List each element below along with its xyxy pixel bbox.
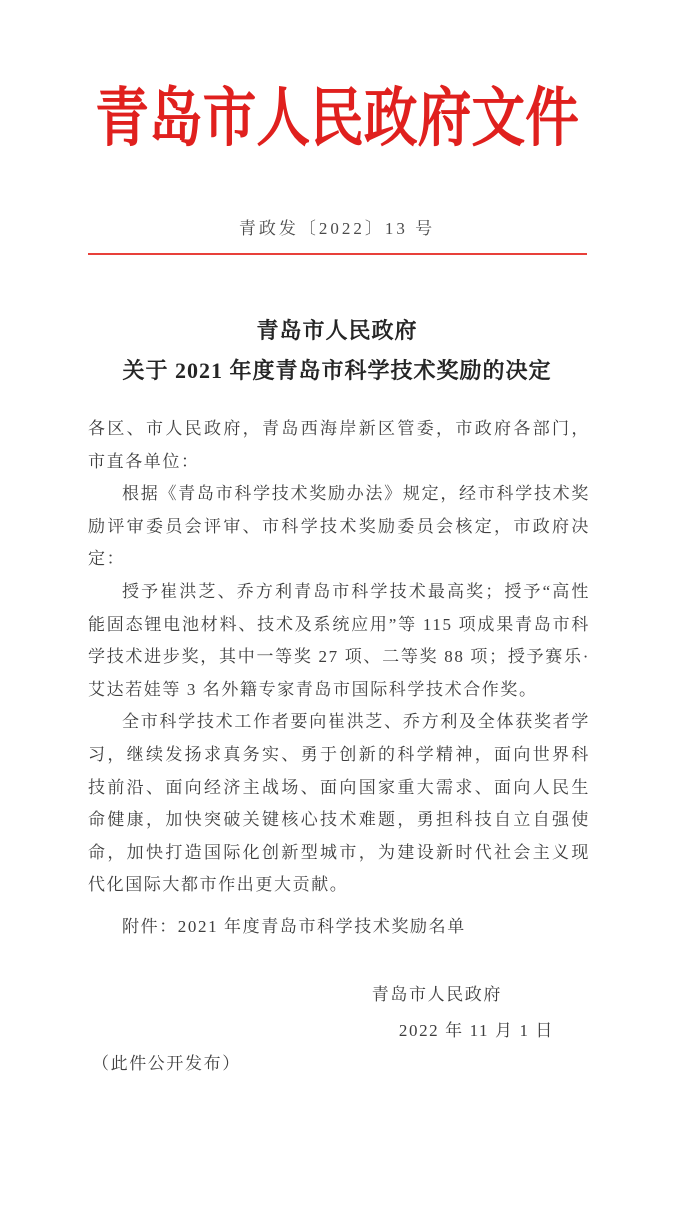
document-title-line1: 青岛市人民政府 — [256, 318, 418, 343]
red-divider-rule — [88, 253, 587, 255]
document-number: 青政发〔2022〕13 号 — [238, 219, 436, 238]
body-paragraph: 全市科学技术工作者要向崔洪芝、乔方利及全体获奖者学习，继续发扬求真务实、勇于创新的科学精神，面向世界科技前沿、面向经济主战场、面向国家重大需求、面向人民生命健康，加快突破关键核心技术难题，勇担科技自立自强使命，加快打造国际化创新型城市，为建设新时代社会主义现代化国际大都市作出更大贡献。 — [88, 712, 590, 895]
attachment-line: 附件：2021 年度青岛市科学技术奖励名单 — [122, 916, 466, 936]
document-page — [0, 80, 674, 1214]
masthead — [0, 80, 674, 158]
document-title-line2: 关于 2021 年度青岛市科学技术奖励的决定 — [122, 358, 552, 383]
masthead-title: 青岛市人民政府文件 — [95, 83, 579, 154]
document-body — [88, 413, 590, 902]
salutation-paragraph: 各区、市人民政府，青岛西海岸新区管委，市政府各部门，市直各单位： — [88, 419, 590, 471]
public-release-note: （此件公开发布） — [92, 1053, 241, 1073]
body-paragraph: 授予崔洪芝、乔方利青岛市科学技术最高奖；授予“高性能固态锂电池材料、技术及系统应用”等 115 项成果青岛市科学技术进步奖，其中一等奖 27 项、二等奖 88 项；授予赛乐·艾达若娃等 3 名外籍专家青岛市国际科学技术合作奖。 — [88, 581, 590, 699]
body-paragraph: 根据《青岛市科学技术奖励办法》规定，经市科学技术奖励评审委员会评审、市科学技术奖励委员会核定，市政府决定： — [88, 484, 590, 569]
issuing-authority-signature: 青岛市人民政府 — [371, 984, 502, 1004]
issue-date: 2022 年 11 月 1 日 — [398, 1020, 554, 1040]
document-title — [0, 311, 674, 391]
